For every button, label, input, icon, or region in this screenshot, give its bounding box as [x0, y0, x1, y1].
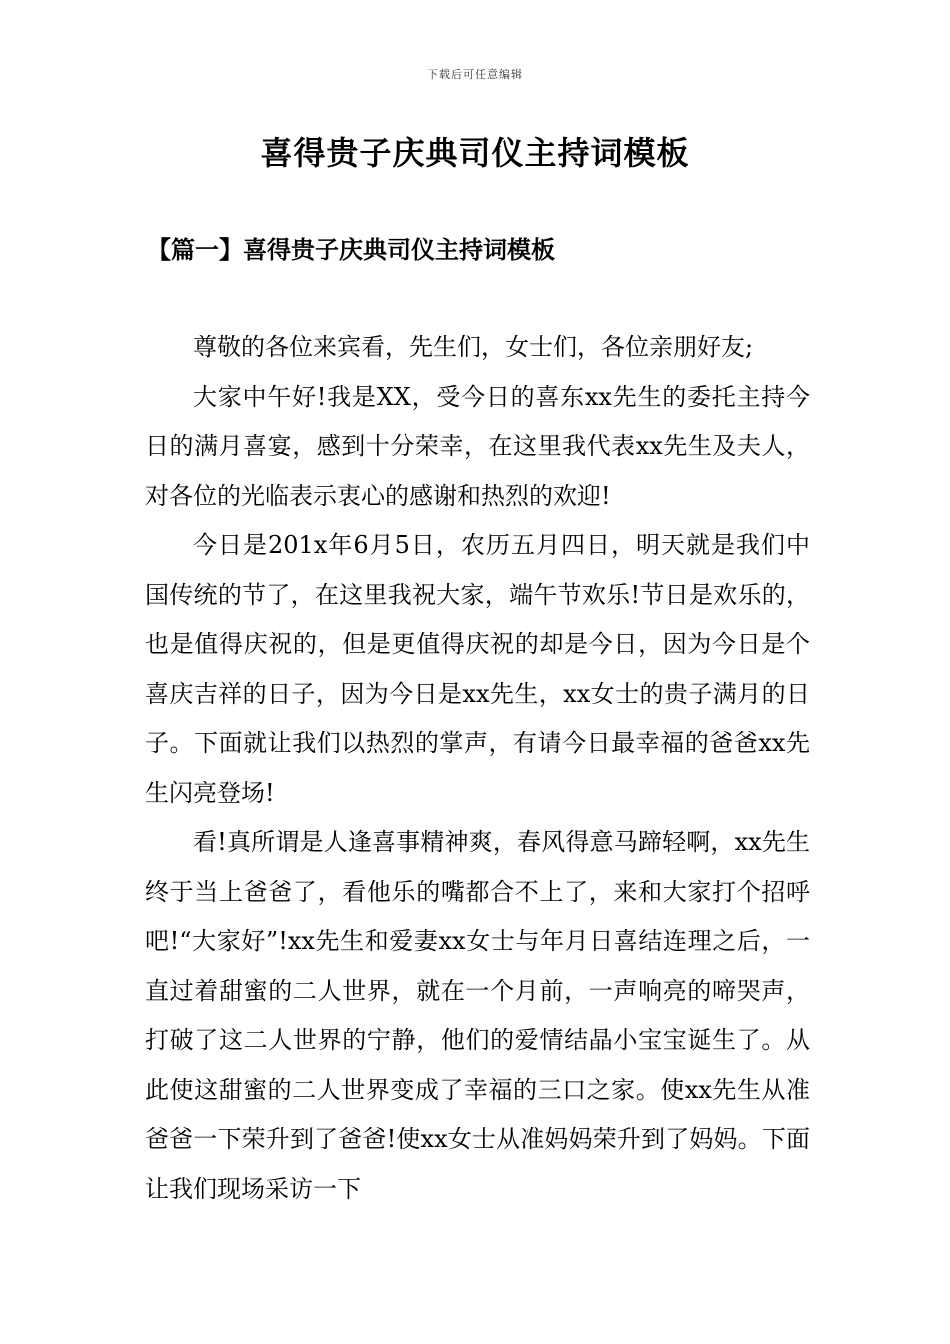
header-note: 下载后可任意编辑: [427, 68, 523, 81]
body-text: [145, 323, 810, 1214]
paragraph: 大家中午好!我是XX，受今日的喜东xx先生的委托主持今日的满月喜宴，感到十分荣幸，在这里我代表xx先生及夫人，对各位的光临表示衷心的感谢和热烈的欢迎!: [145, 382, 810, 510]
paragraph: 尊敬的各位来宾看，先生们，女士们，各位亲朋好友;: [193, 333, 754, 361]
paragraph: 今日是201x年6月5日，农历五月四日，明天就是我们中国传统的节了，在这里我祝大家，端午节欢乐!节日是欢乐的，也是值得庆祝的，但是更值得庆祝的却是今日，因为今日是个喜庆吉祥的日子，因为今日是xx先生，xx女士的贵子满月的日子。下面就让我们以热烈的掌声，有请今日最幸福的爸爸xx先生闪亮登场!: [145, 531, 810, 807]
document-title: 喜得贵子庆典司仪主持词模板: [260, 134, 690, 172]
section-heading: 【篇一】喜得贵子庆典司仪主持词模板: [147, 235, 555, 264]
paragraph: 看!真所谓是人逢喜事精神爽，春风得意马蹄轻啊，xx先生终于当上爸爸了，看他乐的嘴都合不上了，来和大家打个招呼吧!“大家好”!xx先生和爱妻xx女士与年月日喜结连理之后，一直过着甜蜜的二人世界，就在一个月前，一声响亮的啼哭声，打破了这二人世界的宁静，他们的爱情结晶小宝宝诞生了。从此使这甜蜜的二人世界变成了幸福的三口之家。使xx先生从准爸爸一下荣升到了爸爸!使xx女士从准妈妈荣升到了妈妈。下面让我们现场采访一下: [145, 828, 810, 1203]
